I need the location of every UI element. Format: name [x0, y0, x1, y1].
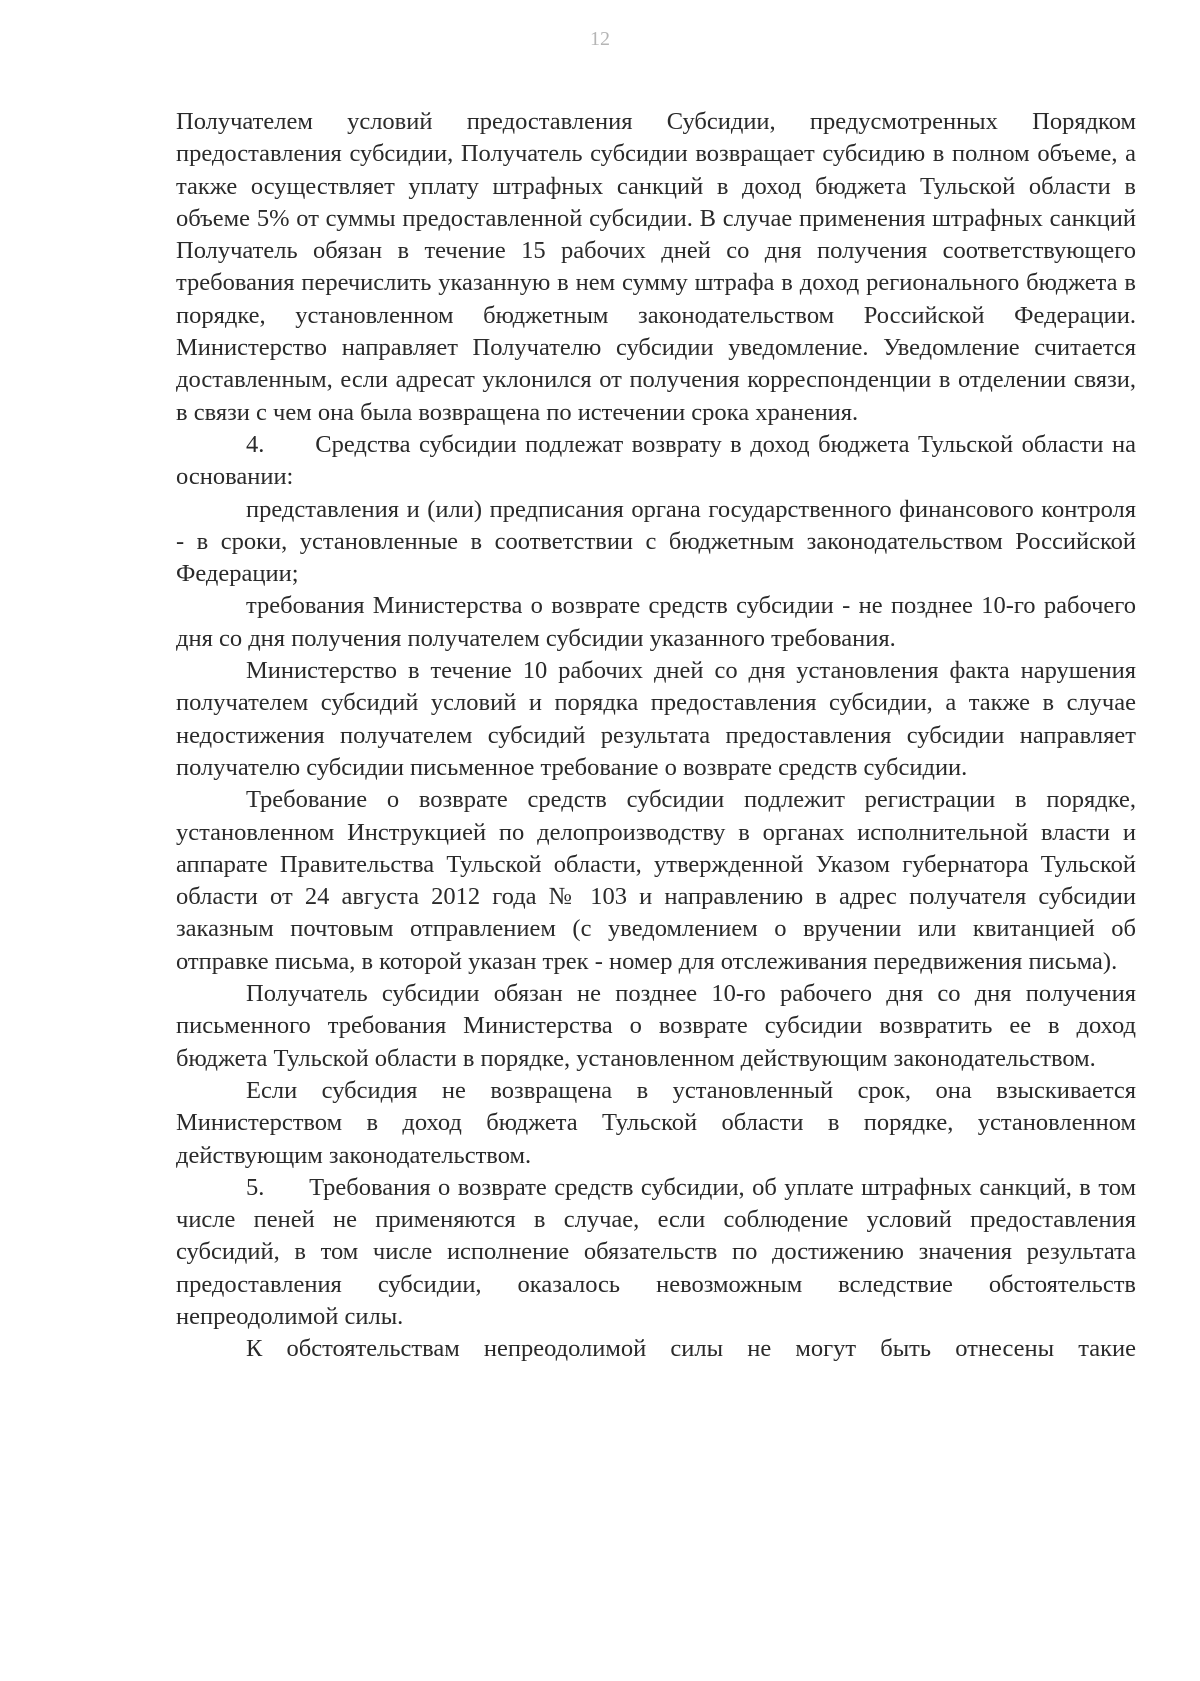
paragraph-return-deadline: Получатель субсидии обязан не позднее 10-го рабочего дня со дня получения письменного требования Министерства о возврате субсидии возвратить ее в доход бюджета Тульской области в порядке, установленном действующим законодательством. [176, 980, 1136, 1072]
paragraph-ministry-notice: Министерство в течение 10 рабочих дней со дня установления факта нарушения получателем субсидий условий и порядка предоставления субсидии, а также в случае недостижения получателем субсидий результата предоставления субсидии направляет получателю субсидии письменное требование о возврате средств субсидии. [176, 657, 1136, 781]
paragraph-force-majeure: К обстоятельствам непреодолимой силы не могут быть отнесены такие [246, 1335, 1136, 1363]
paragraph-continuation: Получателем условий предоставления Субсидии, предусмотренных Порядком предоставления субсидии, Получатель субсидии возвращает субсидию в полном объеме, а также осуществляет уплату штрафных санкций в доход бюджета Тульской области в объеме 5% от суммы предоставленной субсидии. В случае применения штрафных санкций Получатель обязан в течение 15 рабочих дней со дня получения соответствующего требования перечислить указанную в нем сумму штрафа в доход регионального бюджета в порядке, установленном бюджетным законодательством Российской Федерации. Министерство направляет Получателю субсидии уведомление. Уведомление считается доставленным, если адресат уклонился от получения корреспонденции в отделении связи, в связи с чем она была возвращена по истечении срока хранения. [176, 108, 1136, 426]
paragraph-item-4: 4. Средства субсидии подлежат возврату в доход бюджета Тульской области на основании: [176, 430, 1136, 491]
paragraph-item-5: 5. Требования о возврате средств субсидии, об уплате штрафных санкций, в том числе пеней не применяются в случае, если соблюдение условий предоставления субсидий, в том числе исполнение обязательств по достижению значения результата предоставления субсидии, оказалось невозможным вследствие обстоятельств непреодолимой силы. [176, 1173, 1136, 1330]
paragraph-recovery: Если субсидия не возвращена в установленный срок, она взыскивается Министерством в доход бюджета Тульской области в порядке, установленном действующим законодательством. [176, 1076, 1136, 1169]
paragraph-basis-control: представления и (или) предписания органа государственного финансового контроля - в сроки, установленные в соответствии с бюджетным законодательством Российской Федерации; [176, 495, 1136, 588]
page-number: 12 [590, 28, 610, 50]
paragraph-registration: Требование о возврате средств субсидии подлежит регистрации в порядке, установленном Инструкцией по делопроизводству в органах исполнительной власти и аппарате Правительства Тульской области, утвержденной Указом губернатора Тульской области от 24 августа 2012 года № 103 и направлению в адрес получателя субсидии заказным почтовым отправлением (с уведомлением о вручении или квитанцией об отправке письма, в которой указан трек - номер для отслеживания передвижения письма). [176, 786, 1136, 975]
paragraph-basis-ministry: требования Министерства о возврате средств субсидии - не позднее 10-го рабочего дня со дня получения получателем субсидии указанного требования. [176, 592, 1136, 652]
document-body [176, 106, 1136, 1366]
